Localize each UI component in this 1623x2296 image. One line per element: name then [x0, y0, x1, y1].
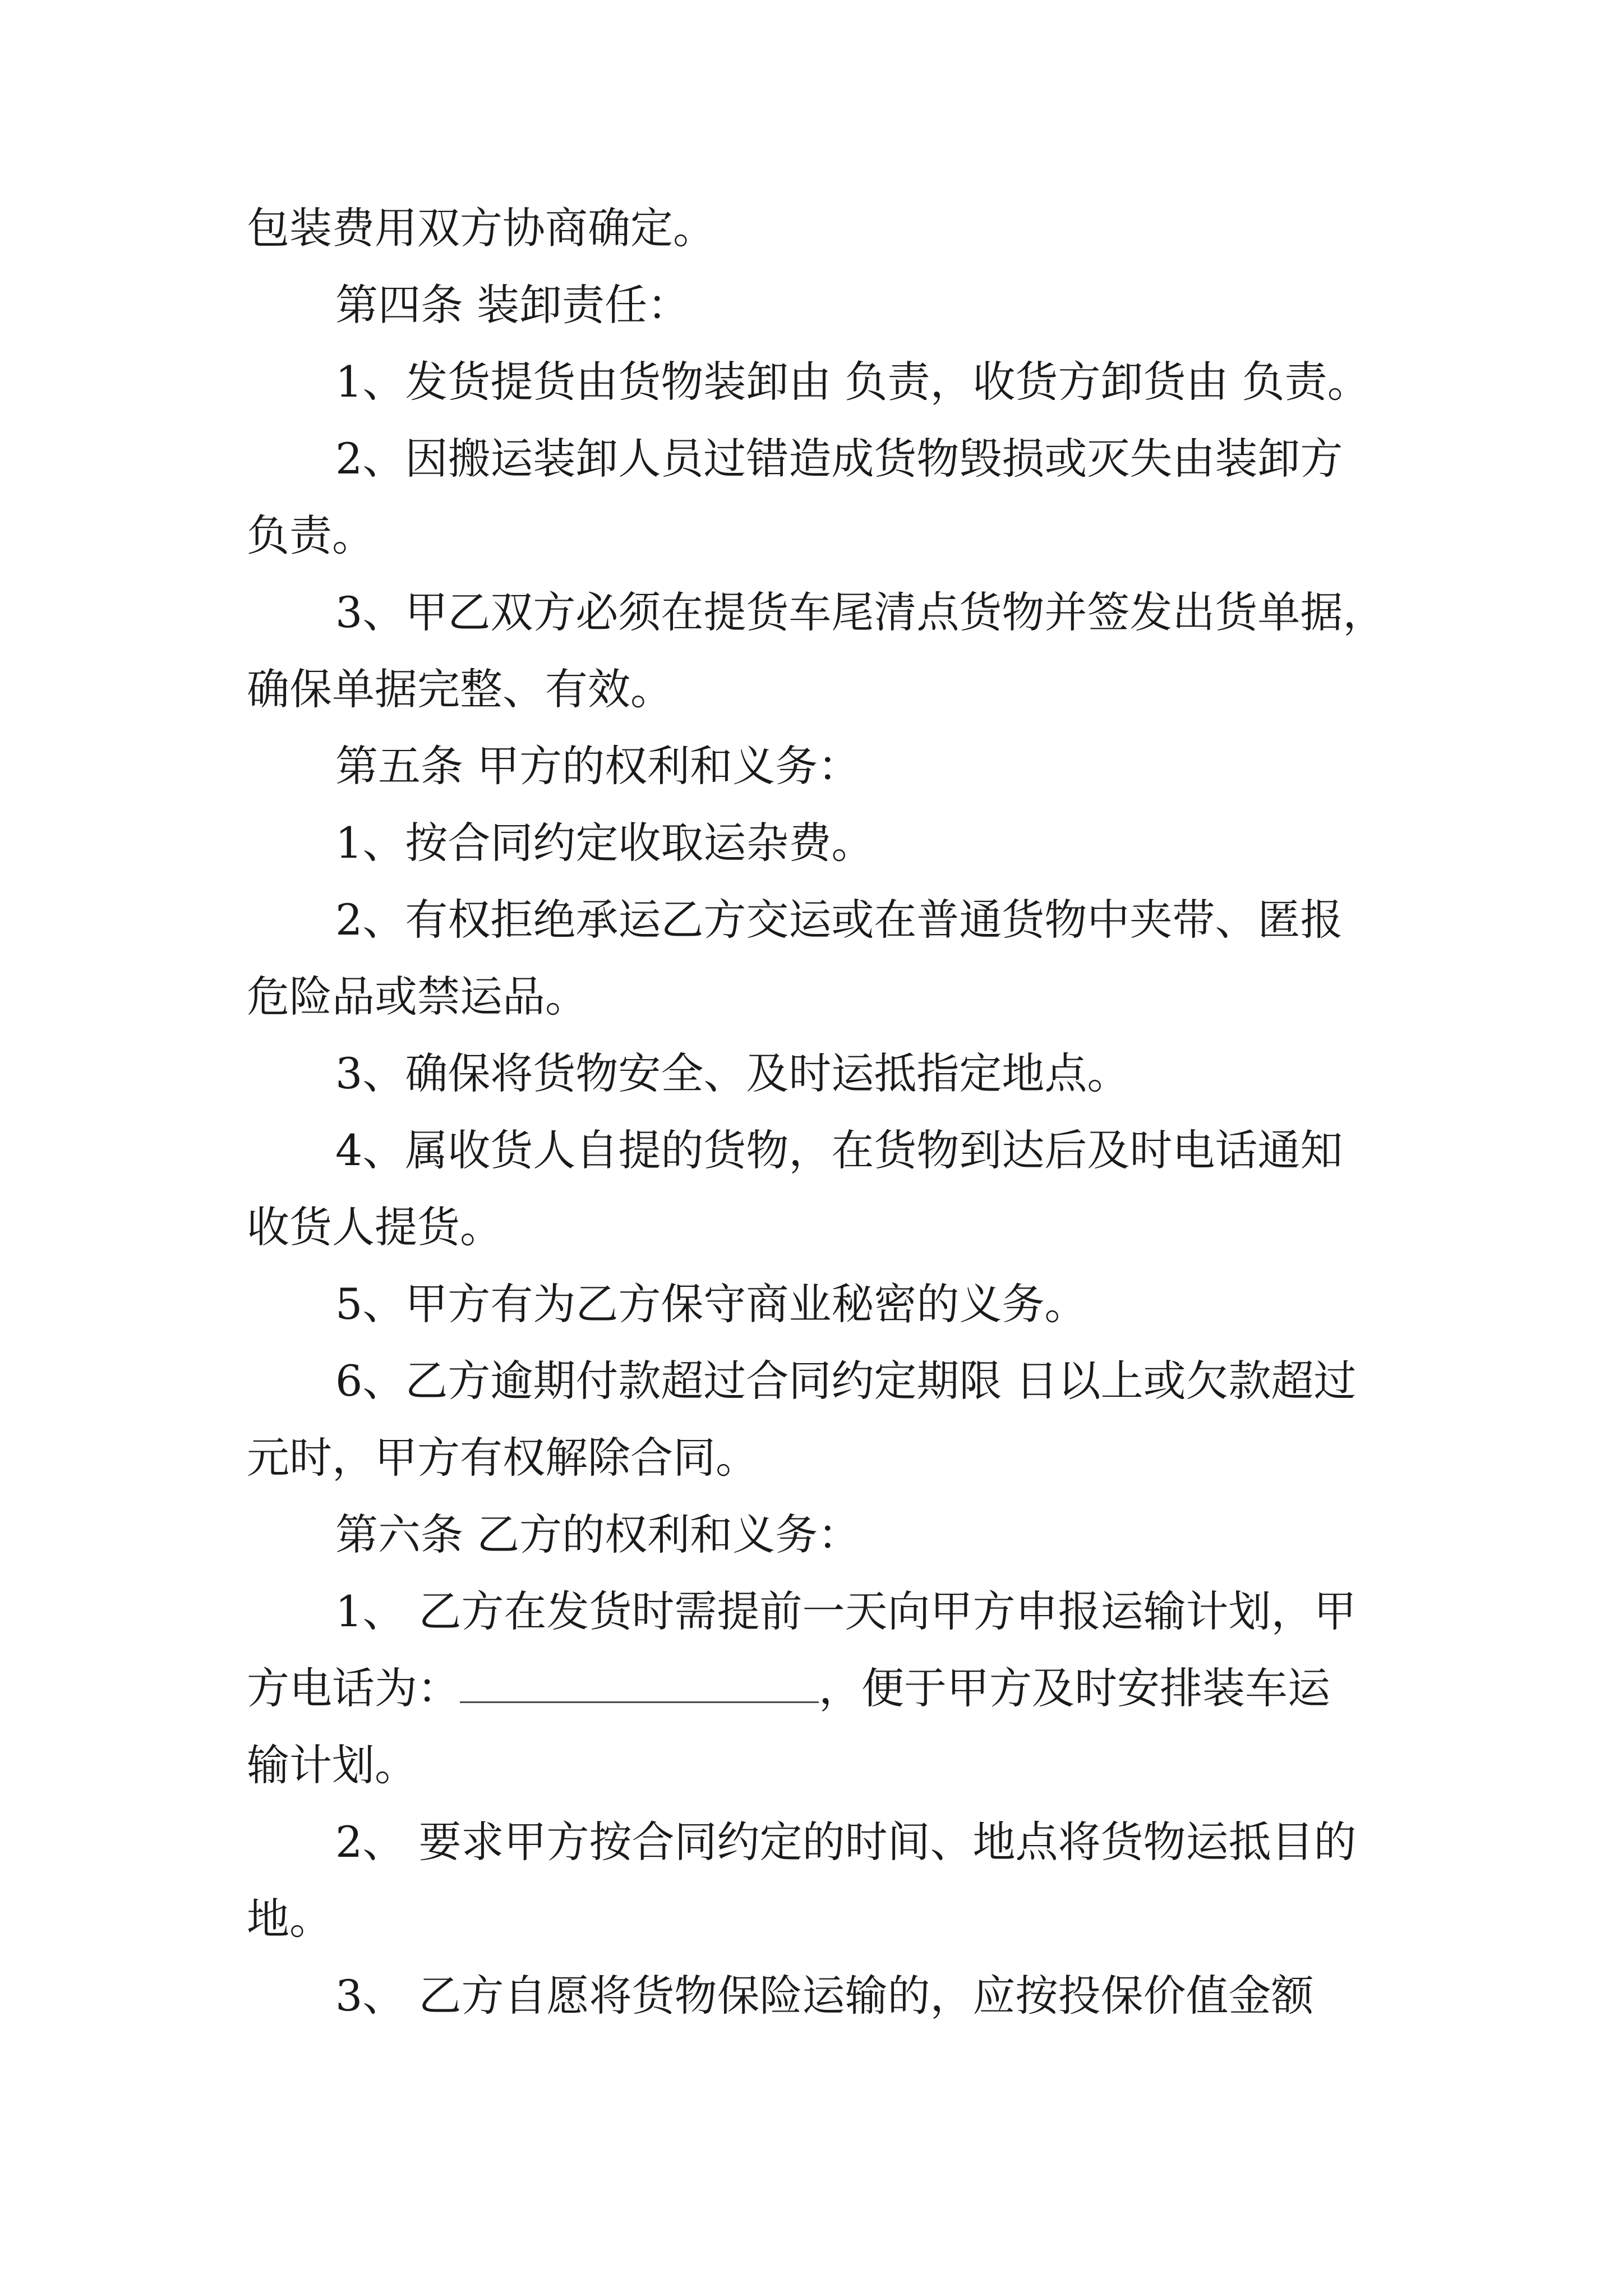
text-line: 3、甲乙双方必须在提货车尾清点货物并签发出货单据， — [335, 587, 1386, 637]
text-line: 3、 乙方自愿将货物保险运输的，应按投保价值金额 — [335, 1971, 1314, 2021]
text-line: 包装费用双方协商确定。 — [247, 203, 716, 253]
text-line: 元时，甲方有权解除合同。 — [247, 1433, 758, 1483]
text-line: 2、因搬运装卸人员过错造成货物毁损或灭失由装卸方 — [335, 434, 1343, 484]
text-line: 2、 要求甲方按合同约定的时间、地点将货物运抵目的 — [335, 1817, 1357, 1867]
phone-blank-field — [460, 1662, 819, 1703]
text-line-with-blank — [247, 1660, 1330, 1717]
text-line: 负责。 — [247, 510, 375, 560]
phone-label: 方电话为： — [247, 1663, 460, 1713]
text-line: 2、有权拒绝承运乙方交运或在普通货物中夹带、匿报 — [335, 895, 1343, 945]
text-line: 1、发货提货由货物装卸由 负责，收货方卸货由 负责。 — [335, 357, 1370, 407]
text-line: 地。 — [247, 1894, 332, 1944]
section-heading: 第四条 装卸责任： — [335, 280, 690, 330]
text-line: 1、 乙方在发货时需提前一天向甲方申报运输计划，甲 — [335, 1586, 1357, 1636]
text-line: 收货人提货。 — [247, 1202, 502, 1252]
text-line: 确保单据完整、有效。 — [247, 664, 673, 714]
text-line: 3、确保将货物安全、及时运抵指定地点。 — [335, 1048, 1130, 1098]
section-heading: 第六条 乙方的权利和义务： — [335, 1510, 861, 1559]
text-line: 1、按合同约定收取运杂费。 — [335, 818, 874, 868]
text-line: 4、属收货人自提的货物，在货物到达后及时电话通知 — [335, 1125, 1343, 1175]
text-line: 危险品或禁运品。 — [247, 972, 588, 1022]
section-heading: 第五条 甲方的权利和义务： — [335, 741, 861, 791]
text-line: 5、甲方有为乙方保守商业秘密的义务。 — [335, 1279, 1087, 1329]
phone-suffix: ，便于甲方及时安排装车运 — [819, 1663, 1330, 1713]
text-line: 输计划。 — [247, 1740, 417, 1790]
text-line: 6、乙方逾期付款超过合同约定期限 日以上或欠款超过 — [335, 1356, 1357, 1406]
